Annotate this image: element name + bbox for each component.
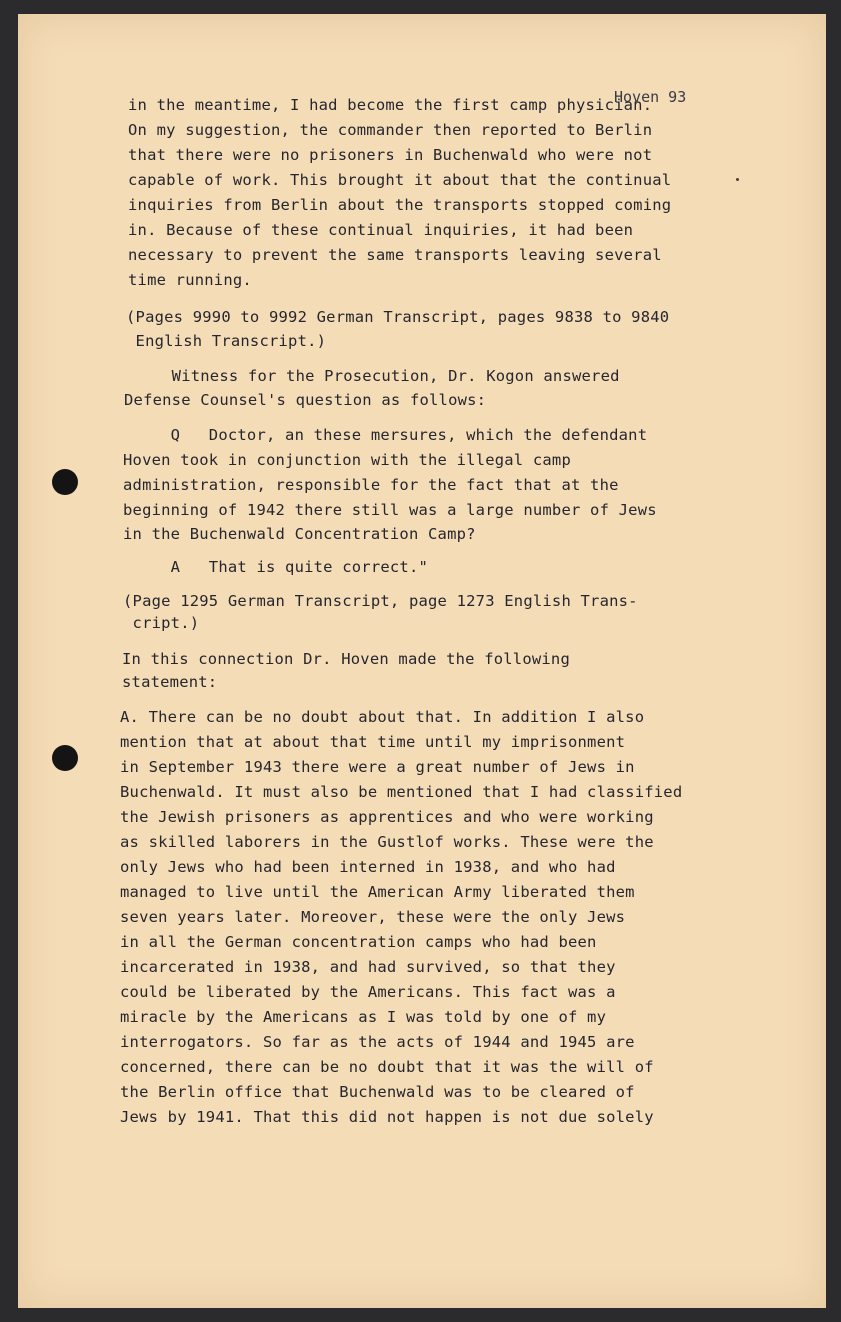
statement-line: only Jews who had been interned in 1938, and who had	[120, 858, 616, 876]
text-line: On my suggestion, the commander then reported to Berlin	[128, 121, 653, 139]
text-line: capable of work. This brought it about that the continual	[128, 171, 672, 189]
question-line: Hoven took in conjunction with the illegal camp	[123, 451, 571, 469]
text-line: time running.	[128, 271, 252, 289]
statement-line: in September 1943 there were a great number of Jews in	[120, 758, 635, 776]
statement-line: in all the German concentration camps who had been	[120, 933, 597, 951]
text-line: in the meantime, I had become the first camp physician.	[128, 96, 653, 114]
question-line: beginning of 1942 there still was a large number of Jews	[123, 501, 657, 519]
statement-line: A. There can be no doubt about that. In addition I also	[120, 708, 645, 726]
text-line: necessary to prevent the same transports leaving several	[128, 246, 662, 264]
statement-line: seven years later. Moreover, these were the only Jews	[120, 908, 626, 926]
punch-hole-lower	[52, 745, 78, 771]
statement-line: the Jewish prisoners as apprentices and who were working	[120, 808, 654, 826]
statement-line: incarcerated in 1938, and had survived, so that they	[120, 958, 616, 976]
punch-hole-upper	[52, 469, 78, 495]
statement-line: Buchenwald. It must also be mentioned that I had classified	[120, 783, 683, 801]
statement-line: mention that at about that time until my imprisonment	[120, 733, 626, 751]
citation-line: (Page 1295 German Transcript, page 1273 English Trans-	[123, 592, 638, 610]
citation-line: (Pages 9990 to 9992 German Transcript, pages 9838 to 9840	[126, 308, 670, 326]
text-line: inquiries from Berlin about the transports stopped coming	[128, 196, 672, 214]
ink-speck	[736, 178, 739, 181]
citation-line: English Transcript.)	[126, 332, 327, 350]
text-line: Witness for the Prosecution, Dr. Kogon answered	[124, 367, 620, 385]
statement-line: managed to live until the American Army liberated them	[120, 883, 635, 901]
text-line: that there were no prisoners in Buchenwald who were not	[128, 146, 653, 164]
document-page	[18, 14, 826, 1308]
question-line: administration, responsible for the fact that at the	[123, 476, 619, 494]
statement-line: could be liberated by the Americans. This fact was a	[120, 983, 616, 1001]
page-header: Hoven 93	[614, 88, 687, 106]
citation-line: cript.)	[123, 614, 200, 632]
statement-line: interrogators. So far as the acts of 1944 and 1945 are	[120, 1033, 635, 1051]
statement-line: as skilled laborers in the Gustlof works. These were the	[120, 833, 654, 851]
statement-line: Jews by 1941. That this did not happen is not due solely	[120, 1108, 654, 1126]
text-line: In this connection Dr. Hoven made the following	[122, 650, 570, 668]
text-line: Defense Counsel's question as follows:	[124, 391, 487, 409]
statement-line: concerned, there can be no doubt that it was the will of	[120, 1058, 654, 1076]
answer-line: A That is quite correct."	[123, 558, 429, 576]
statement-line: miracle by the Americans as I was told by one of my	[120, 1008, 607, 1026]
question-line: Q Doctor, an these mersures, which the defendant	[123, 426, 648, 444]
text-line: statement:	[122, 673, 218, 691]
question-line: in the Buchenwald Concentration Camp?	[123, 525, 476, 543]
text-line: in. Because of these continual inquiries, it had been	[128, 221, 634, 239]
statement-line: the Berlin office that Buchenwald was to be cleared of	[120, 1083, 635, 1101]
